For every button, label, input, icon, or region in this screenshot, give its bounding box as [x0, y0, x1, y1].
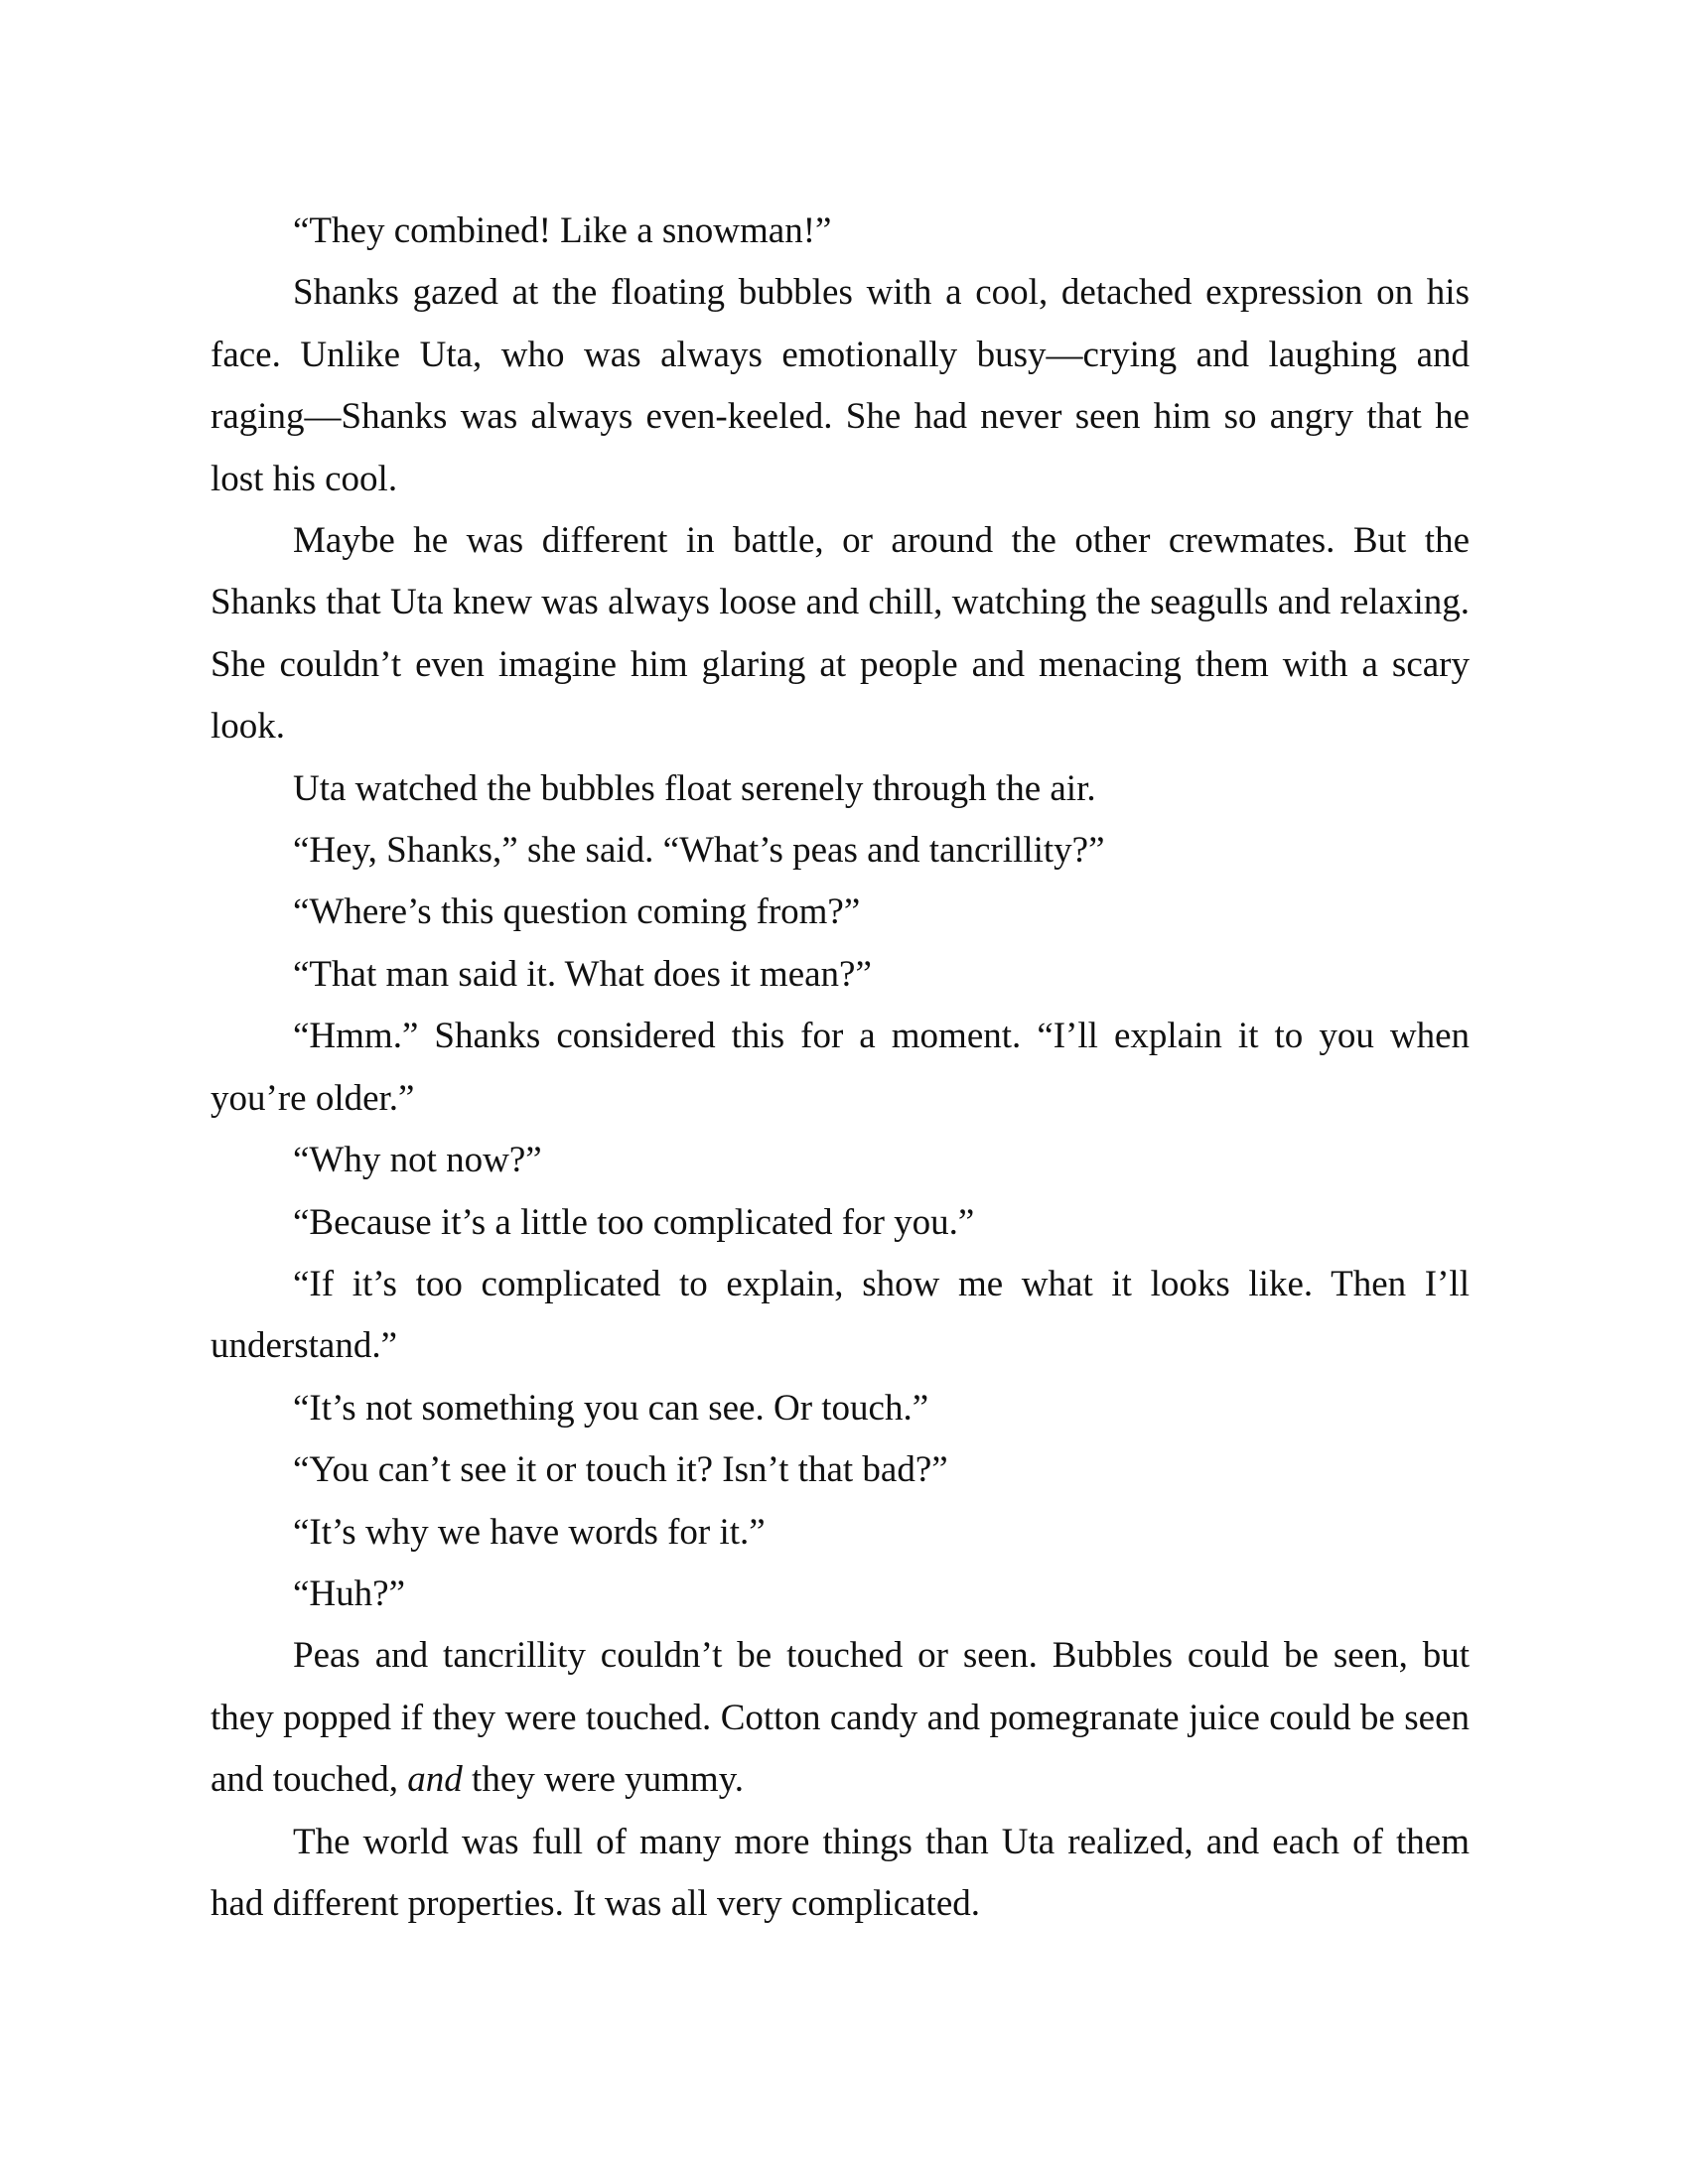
- paragraph: “Why not now?”: [293, 1140, 542, 1181]
- paragraph: Shanks gazed at the floating bubbles with a cool, detached expression on his face. Unlike Uta, who was always emotionally busy—crying and laughing and raging—Shanks was always even-keeled. She had never seen him so angry that he lost his cool.: [211, 272, 1470, 499]
- paragraph: “You can’t see it or touch it? Isn’t that bad?”: [293, 1449, 948, 1491]
- paragraph: “Because it’s a little too complicated for you.”: [293, 1201, 975, 1243]
- paragraph: “Hmm.” Shanks considered this for a moment. “I’ll explain it to you when you’re older.”: [211, 1016, 1470, 1119]
- bubbles-paragraph: [211, 1625, 1470, 1811]
- paragraph: “Where’s this question coming from?”: [293, 891, 861, 933]
- paragraph: “If it’s too complicated to explain, show me what it looks like. Then I’ll understand.”: [211, 1263, 1470, 1367]
- text-run: Peas and tancrillity couldn’t be touched or seen. Bubbles could be seen, but they popped if they were touched. Cotton candy and pomegranate juice could be seen and touched,: [211, 1635, 1470, 1801]
- paragraph: “They combined! Like a snowman!”: [293, 210, 832, 251]
- paragraph: “It’s why we have words for it.”: [293, 1511, 766, 1553]
- text-run: they were yummy.: [462, 1759, 745, 1801]
- paragraph: Uta watched the bubbles float serenely through the air.: [293, 767, 1096, 809]
- paragraph: “It’s not something you can see. Or touch.”: [293, 1387, 929, 1429]
- final-paragraph: The world was full of many more things than Uta realized, and each of them had different properties. It was all very complicated.: [211, 1821, 1470, 1924]
- paragraph: “Hey, Shanks,” she said. “What’s peas and tancrillity?”: [293, 830, 1105, 872]
- paragraph: “Huh?”: [293, 1572, 405, 1614]
- paragraph: “That man said it. What does it mean?”: [293, 953, 872, 995]
- emphasized-word: and: [407, 1759, 463, 1801]
- page-body: [211, 201, 1470, 1935]
- paragraph: Maybe he was different in battle, or around the other crewmates. But the Shanks that Uta knew was always loose and chill, watching the seagulls and relaxing. She couldn’t even imagine him glaring at people and menacing them with a scary look.: [211, 520, 1470, 748]
